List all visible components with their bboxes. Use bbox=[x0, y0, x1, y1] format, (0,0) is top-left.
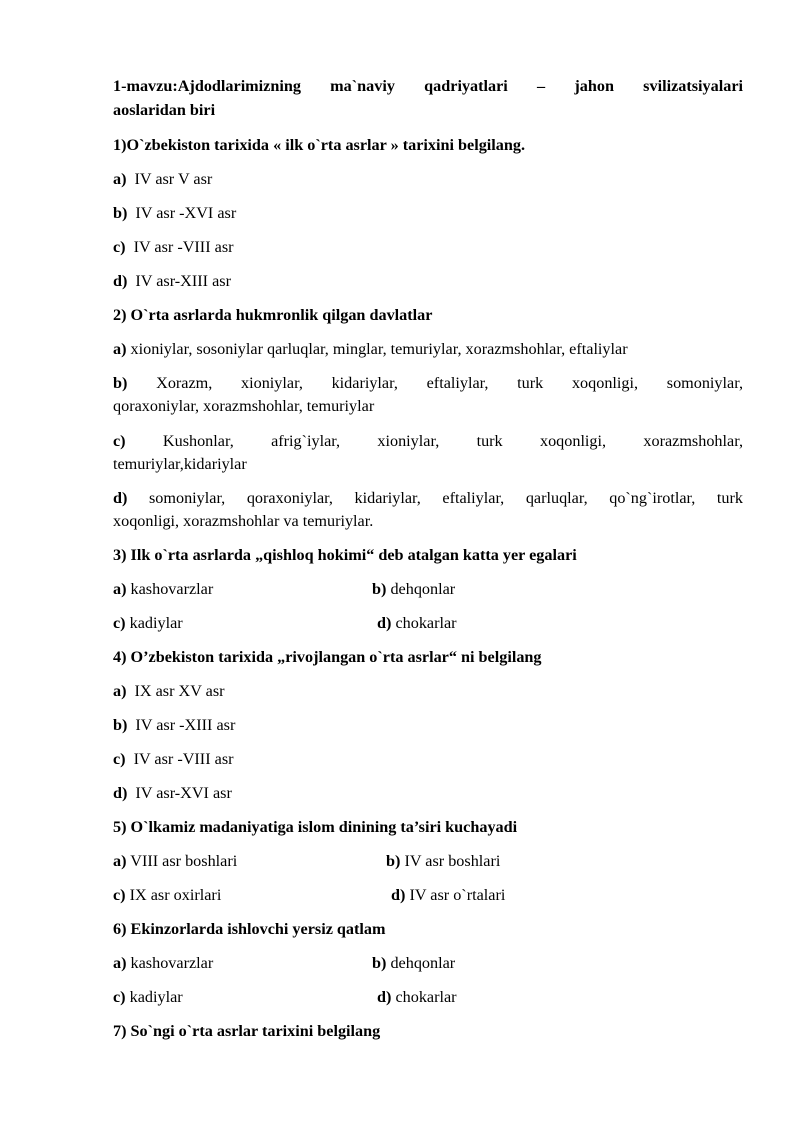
q2-option-c-line2: temuriylar,kidariylar bbox=[113, 455, 247, 473]
option-text: kashovarzlar bbox=[130, 580, 214, 598]
question-4: 4) O’zbekiston tarixida „rivojlangan o`rta asrlar“ ni belgilang bbox=[113, 648, 542, 666]
q2-option-c-line1 bbox=[113, 431, 743, 451]
option-marker: d) bbox=[391, 886, 406, 904]
q1-option-c bbox=[113, 237, 234, 257]
option-marker: a) bbox=[113, 954, 127, 972]
option-marker: c) bbox=[113, 988, 126, 1006]
q1-option-b bbox=[113, 203, 236, 223]
option-marker: b) bbox=[113, 204, 128, 222]
option-marker: d) bbox=[113, 784, 128, 802]
option-text: IV asr o`rtalari bbox=[409, 886, 506, 904]
option-text: kashovarzlar bbox=[130, 954, 214, 972]
q4-option-a bbox=[113, 681, 225, 701]
option-marker: c) bbox=[113, 750, 126, 768]
q3-option-d bbox=[377, 613, 457, 633]
question-5: 5) O`lkamiz madaniyatiga islom dinining ta’siri kuchayadi bbox=[113, 818, 518, 836]
q5-option-a bbox=[113, 851, 237, 871]
option-marker: a) bbox=[113, 682, 127, 700]
question-1: 1)O`zbekiston tarixida « ilk o`rta asrlar » tarixini belgilang. bbox=[113, 136, 526, 154]
q5-option-d bbox=[391, 885, 505, 905]
topic-title-line1: 1-mavzu:Ajdodlarimizning ma`naviy qadriyatlari – jahon svilizatsiyalari bbox=[113, 77, 743, 95]
q5-option-c bbox=[113, 885, 221, 905]
option-text: IV asr -XIII asr bbox=[135, 716, 236, 734]
q6-option-c bbox=[113, 987, 183, 1007]
option-text: IV asr V asr bbox=[134, 170, 213, 188]
option-text: chokarlar bbox=[395, 988, 457, 1006]
q5-option-b bbox=[386, 851, 500, 871]
question-3: 3) Ilk o`rta asrlarda „qishloq hokimi“ deb atalgan katta yer egalari bbox=[113, 546, 577, 564]
q4-option-c bbox=[113, 749, 234, 769]
q2-option-b-line2: qoraxoniylar, xorazmshohlar, temuriylar bbox=[113, 397, 375, 415]
option-marker: d) bbox=[113, 272, 128, 290]
option-marker: a) bbox=[113, 340, 127, 358]
option-marker: d) bbox=[113, 489, 128, 507]
q3-option-b bbox=[372, 579, 455, 599]
option-text: IV asr boshlari bbox=[404, 852, 501, 870]
option-text: kadiylar bbox=[129, 988, 183, 1006]
option-text: Xorazm, xioniylar, kidariylar, eftaliylar, turk xoqonligi, somoniylar, bbox=[156, 374, 743, 392]
question-2: 2) O`rta asrlarda hukmronlik qilgan davlatlar bbox=[113, 306, 433, 324]
option-marker: b) bbox=[113, 716, 128, 734]
option-text: IV asr-XVI asr bbox=[135, 784, 232, 802]
option-marker: b) bbox=[372, 954, 387, 972]
option-text: IX asr oxirlari bbox=[129, 886, 222, 904]
q6-option-a bbox=[113, 953, 213, 973]
q6-option-b bbox=[372, 953, 455, 973]
question-6: 6) Ekinzorlarda ishlovchi yersiz qatlam bbox=[113, 920, 386, 938]
option-marker: a) bbox=[113, 852, 127, 870]
option-marker: c) bbox=[113, 614, 126, 632]
option-text: xioniylar, sosoniylar qarluqlar, minglar, temuriylar, xorazmshohlar, eftaliylar bbox=[130, 340, 628, 358]
option-text: IV asr -VIII asr bbox=[133, 750, 234, 768]
option-marker: a) bbox=[113, 580, 127, 598]
option-marker: a) bbox=[113, 170, 127, 188]
option-text: VIII asr boshlari bbox=[130, 852, 238, 870]
q3-option-c bbox=[113, 613, 183, 633]
option-marker: b) bbox=[386, 852, 401, 870]
q3-option-a bbox=[113, 579, 213, 599]
q4-option-b bbox=[113, 715, 235, 735]
topic-title-line2: aoslaridan biri bbox=[113, 101, 216, 119]
q1-option-d bbox=[113, 271, 231, 291]
option-text: somoniylar, qoraxoniylar, kidariylar, eftaliylar, qarluqlar, qo`ng`irotlar, turk bbox=[149, 489, 743, 507]
option-text: Kushonlar, afrig`iylar, xioniylar, turk xoqonligi, xorazmshohlar, bbox=[162, 432, 743, 450]
option-marker: c) bbox=[113, 886, 126, 904]
option-text: dehqonlar bbox=[390, 954, 456, 972]
q4-option-d bbox=[113, 783, 232, 803]
option-text: kadiylar bbox=[129, 614, 183, 632]
q2-option-a bbox=[113, 339, 628, 359]
option-text: IV asr -XVI asr bbox=[135, 204, 237, 222]
option-marker: c) bbox=[113, 238, 126, 256]
option-text: chokarlar bbox=[395, 614, 457, 632]
option-text: IV asr-XIII asr bbox=[135, 272, 231, 290]
option-marker: b) bbox=[372, 580, 387, 598]
q2-option-d-line2: xoqonligi, xorazmshohlar va temuriylar. bbox=[113, 512, 374, 530]
option-text: dehqonlar bbox=[390, 580, 456, 598]
q6-option-d bbox=[377, 987, 457, 1007]
q2-option-b-line1 bbox=[113, 373, 743, 393]
option-marker: b) bbox=[113, 374, 128, 392]
question-7: 7) So`ngi o`rta asrlar tarixini belgilang bbox=[113, 1022, 381, 1040]
option-text: IX asr XV asr bbox=[134, 682, 225, 700]
option-text: IV asr -VIII asr bbox=[133, 238, 234, 256]
option-marker: d) bbox=[377, 988, 392, 1006]
option-marker: c) bbox=[113, 432, 126, 450]
q1-option-a bbox=[113, 169, 212, 189]
option-marker: d) bbox=[377, 614, 392, 632]
q2-option-d-line1 bbox=[113, 488, 743, 508]
